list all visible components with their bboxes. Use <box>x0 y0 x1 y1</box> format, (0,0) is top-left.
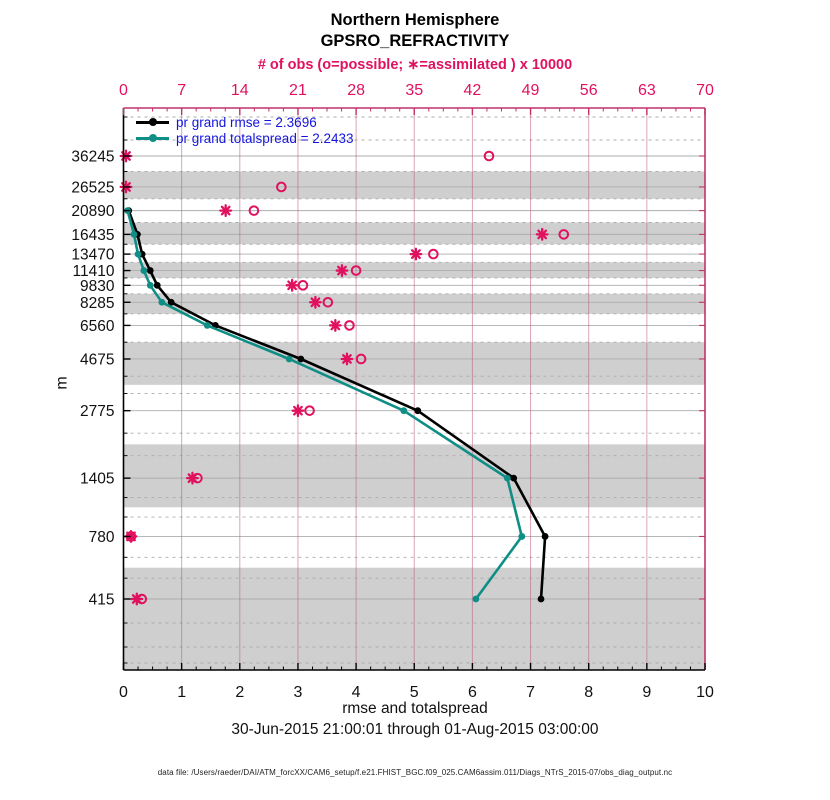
top-tick-label: 42 <box>463 82 482 99</box>
totalspread-point <box>135 251 142 258</box>
totalspread-point <box>147 282 154 289</box>
y-tick-label: 11410 <box>72 263 115 281</box>
totalspread-point <box>400 407 407 414</box>
y-tick-label: 415 <box>88 591 115 609</box>
rmse-point <box>297 356 304 363</box>
totalspread-point <box>131 231 138 238</box>
rmse-point <box>510 475 517 482</box>
totalspread-point <box>518 533 525 540</box>
top-tick-label: 7 <box>177 82 187 99</box>
assimilated-obs-marker <box>187 473 198 484</box>
totalspread-point <box>504 475 511 482</box>
y-tick-label: 13470 <box>71 246 115 264</box>
top-tick-label: 21 <box>289 82 307 99</box>
y-tick-label: 20890 <box>71 203 115 221</box>
y-tick-label: 36245 <box>71 148 115 166</box>
chart-subtitle: GPSRO_REFRACTIVITY <box>320 32 510 50</box>
legend <box>136 114 354 146</box>
assimilated-obs-marker <box>330 320 341 331</box>
bottom-tick-label: 3 <box>293 684 303 701</box>
rmse-line-sample <box>136 121 169 124</box>
bottom-tick-label: 6 <box>467 684 477 701</box>
rmse-point <box>538 596 545 603</box>
top-tick-label: 0 <box>119 82 128 99</box>
totalspread-point <box>158 299 165 306</box>
y-tick-label: 2775 <box>80 403 115 421</box>
y-tick-label: 4675 <box>80 351 115 369</box>
legend-item-totalspread <box>136 130 354 146</box>
bottom-tick-label: 0 <box>119 684 128 701</box>
bottom-tick-label: 5 <box>409 684 419 701</box>
bottom-tick-label: 2 <box>235 684 245 701</box>
y-tick-label: 8285 <box>80 294 115 312</box>
assimilated-obs-marker <box>293 405 304 416</box>
rmse-marker-icon <box>149 118 157 126</box>
y-tick-label: 1405 <box>80 470 115 488</box>
totalspread-point <box>472 596 479 603</box>
chart-title: Northern Hemisphere <box>330 11 500 29</box>
top-tick-label: 14 <box>230 82 249 99</box>
rmse-point <box>154 282 161 289</box>
assimilated-obs-marker <box>537 229 548 240</box>
bottom-tick-label: 1 <box>177 684 187 701</box>
legend-label-rmse: pr grand rmse = 2.3696 <box>176 114 317 130</box>
rmse-point <box>542 533 549 540</box>
top-tick-label: 49 <box>521 82 540 99</box>
assimilated-obs-marker <box>411 249 422 260</box>
bottom-tick-label: 7 <box>526 684 536 701</box>
data-file-footer: data file: /Users/raeder/DAI/ATM_forcXX/CAM6_setup/f.e21.FHIST_BGC.f09_025.CAM6assim.011/Diags_NTrS_2015-07/obs_diag_output.nc <box>157 768 673 777</box>
top-axis-label: # of obs (o=possible; ∗=assimilated ) x 10000 <box>257 57 573 73</box>
totalspread-point <box>140 267 147 274</box>
top-tick-label: 28 <box>347 82 365 99</box>
bottom-tick-label: 9 <box>642 684 652 701</box>
y-tick-label: 780 <box>88 528 115 546</box>
top-tick-label: 70 <box>696 82 714 99</box>
assimilated-obs-marker <box>287 280 298 291</box>
bottom-tick-label: 8 <box>584 684 594 701</box>
assimilated-obs-marker <box>342 354 353 365</box>
totalspread-line-sample <box>136 137 169 140</box>
legend-item-rmse <box>136 114 354 130</box>
assimilated-obs-marker <box>220 205 231 216</box>
y-tick-label: 16435 <box>71 226 115 244</box>
bottom-tick-label: 4 <box>351 684 361 701</box>
assimilated-obs-marker <box>310 297 321 308</box>
time-range-caption: 30-Jun-2015 21:00:01 through 01-Aug-2015 03:00:00 <box>231 721 599 738</box>
rmse-point <box>414 407 421 414</box>
legend-label-totalspread: pr grand totalspread = 2.2433 <box>176 130 354 146</box>
y-tick-label: 26525 <box>71 179 115 197</box>
totalspread-point <box>204 322 211 329</box>
totalspread-point <box>286 356 293 363</box>
top-tick-label: 35 <box>405 82 424 99</box>
assimilated-obs-marker <box>131 594 142 605</box>
top-tick-label: 63 <box>637 82 656 99</box>
assimilated-obs-marker <box>337 265 348 276</box>
rmse-point <box>147 267 154 274</box>
y-tick-label: 6560 <box>80 317 115 335</box>
totalspread-marker-icon <box>149 134 157 142</box>
y-tick-label: 9830 <box>80 277 115 295</box>
top-tick-label: 56 <box>579 82 598 99</box>
y-axis-label: m <box>53 376 71 390</box>
bottom-axis-label: rmse and totalspread <box>342 700 488 717</box>
bottom-tick-label: 10 <box>696 684 714 701</box>
